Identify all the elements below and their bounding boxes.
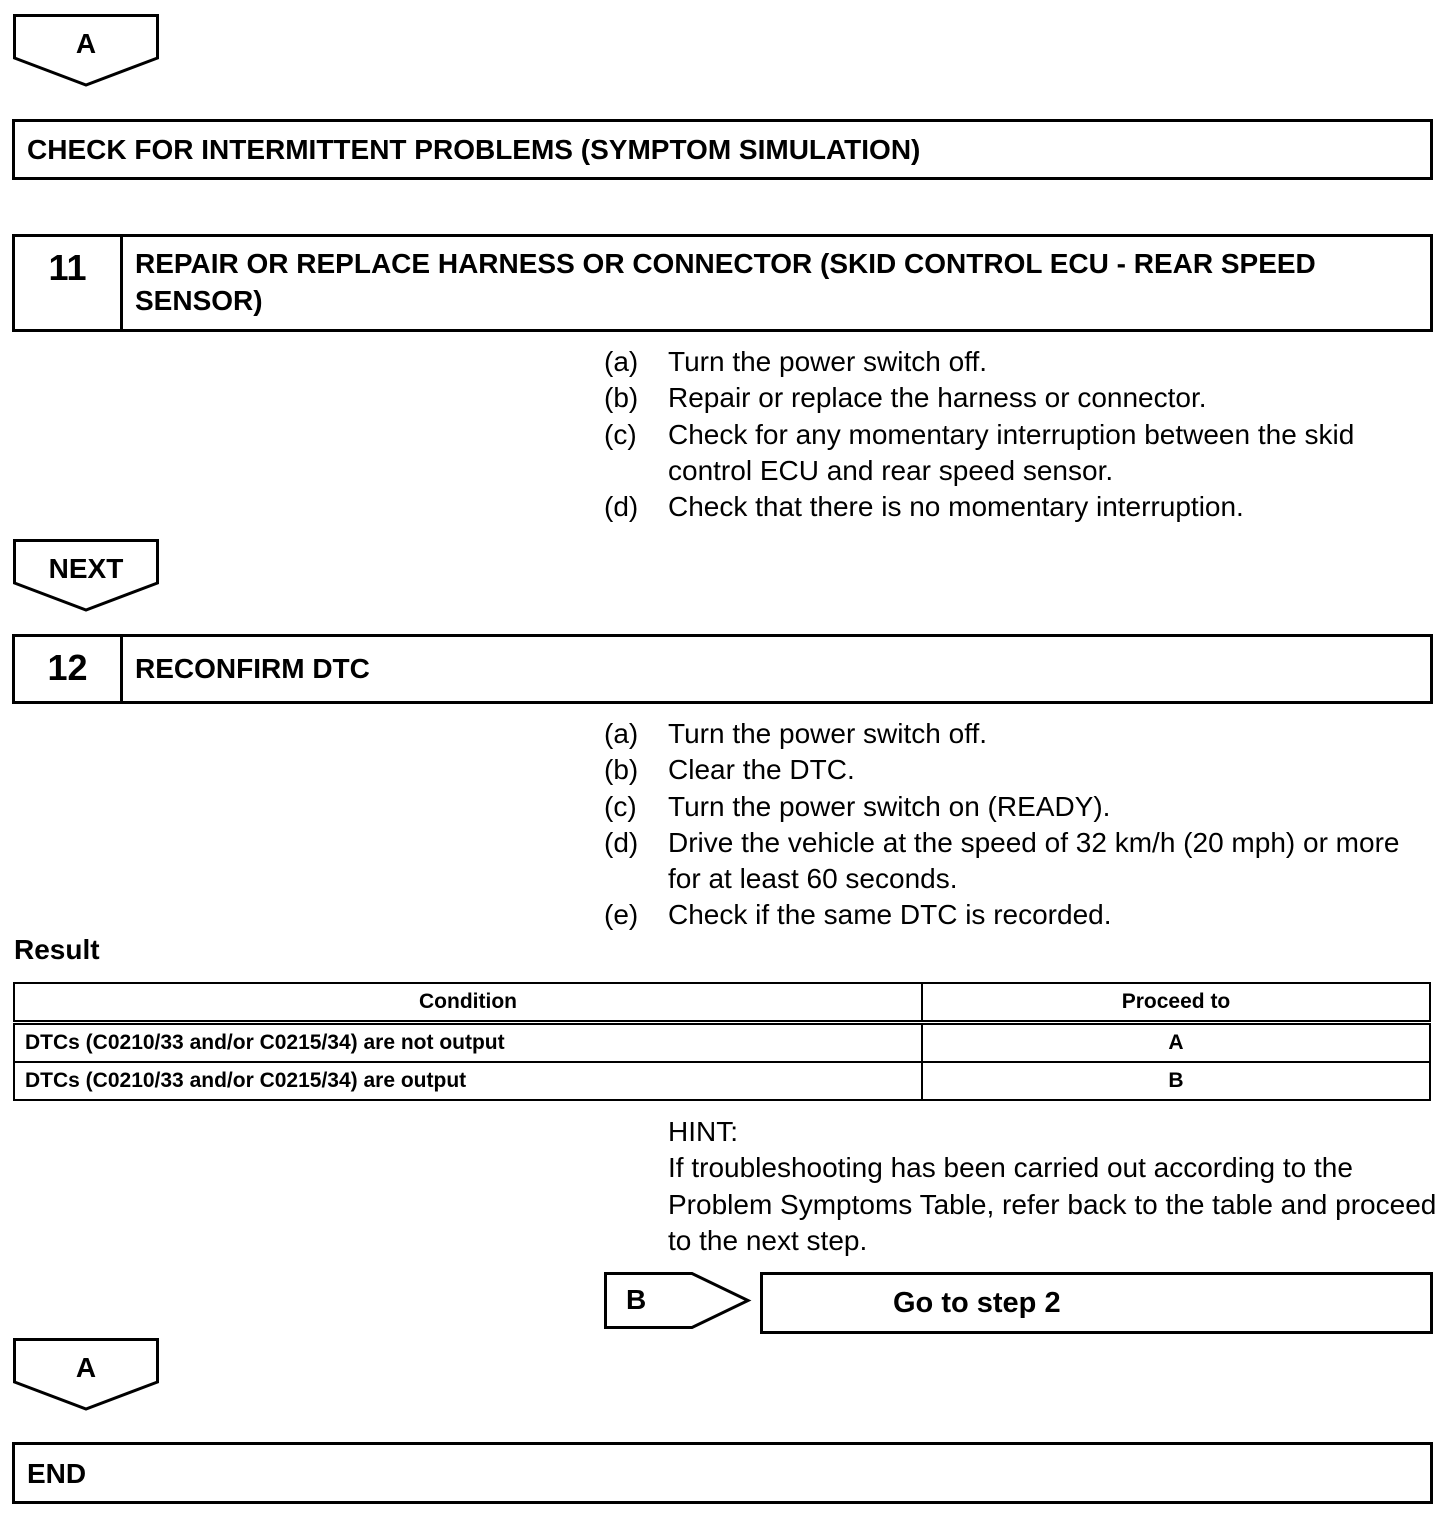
step-12-header bbox=[12, 634, 1433, 704]
check-intermittent-title: CHECK FOR INTERMITTENT PROBLEMS (SYMPTOM SIMULATION) bbox=[27, 134, 921, 165]
flow-label-a: A bbox=[75, 1352, 97, 1383]
flow-label-next: NEXT bbox=[48, 553, 124, 584]
step-title: REPAIR OR REPLACE HARNESS OR CONNECTOR (SKID CONTROL ECU - REAR SPEED SENSOR) bbox=[135, 248, 1316, 316]
result-table bbox=[13, 982, 1431, 1101]
check-intermittent-box bbox=[12, 119, 1433, 180]
condition-cell: DTCs (C0210/33 and/or C0215/34) are output bbox=[14, 1062, 922, 1100]
hint-block bbox=[668, 1114, 1438, 1259]
list-item: (e) Check if the same DTC is recorded. bbox=[604, 899, 1112, 931]
list-item: (a) Turn the power switch off. bbox=[604, 718, 988, 749]
goto-step-text: Go to step 2 bbox=[893, 1287, 1061, 1319]
hint-text: If troubleshooting has been carried out according to the Problem Symptoms Table, refer back to the table and proceed to the next step. bbox=[668, 1152, 1437, 1256]
column-header-proceed: Proceed to bbox=[922, 983, 1430, 1023]
flow-arrow-next bbox=[13, 539, 159, 613]
column-header-condition: Condition bbox=[14, 983, 922, 1023]
flow-arrow-a-top bbox=[13, 14, 159, 88]
proceed-cell: B bbox=[922, 1062, 1430, 1100]
end-box bbox=[12, 1442, 1433, 1504]
list-item: (c) Turn the power switch on (READY). bbox=[604, 790, 1111, 822]
step-12-instructions bbox=[604, 716, 1434, 934]
table-row bbox=[14, 1062, 1430, 1100]
goto-step-box bbox=[760, 1272, 1433, 1334]
list-item: (b) Repair or replace the harness or connector. bbox=[604, 382, 1207, 414]
end-title: END bbox=[27, 1458, 87, 1489]
step-title: RECONFIRM DTC bbox=[135, 653, 370, 684]
flow-label-b: B bbox=[626, 1284, 647, 1315]
table-row bbox=[14, 1023, 1430, 1063]
step-11-instructions bbox=[604, 344, 1434, 525]
list-item: (d) Drive the vehicle at the speed of 32 km/h (20 mph) or more for at least 60 seconds. bbox=[604, 826, 1400, 895]
flow-label-a: A bbox=[75, 28, 97, 59]
proceed-cell: A bbox=[922, 1023, 1430, 1063]
result-label: Result bbox=[14, 934, 100, 965]
condition-cell: DTCs (C0210/33 and/or C0215/34) are not output bbox=[14, 1023, 922, 1063]
hint-title: HINT: bbox=[668, 1116, 738, 1147]
step-number: 11 bbox=[15, 237, 123, 329]
flow-arrow-b bbox=[604, 1272, 752, 1330]
step-11-header bbox=[12, 234, 1433, 332]
list-item: (c) Check for any momentary interruption between the skid control ECU and rear speed sensor. bbox=[604, 418, 1355, 486]
list-item: (d) Check that there is no momentary interruption. bbox=[604, 491, 1244, 523]
list-item: (a) Turn the power switch off. bbox=[604, 346, 988, 377]
step-number: 12 bbox=[15, 637, 123, 701]
flow-arrow-a-bottom bbox=[13, 1338, 159, 1412]
list-item: (b) Clear the DTC. bbox=[604, 754, 855, 786]
table-header-row bbox=[14, 983, 1430, 1023]
